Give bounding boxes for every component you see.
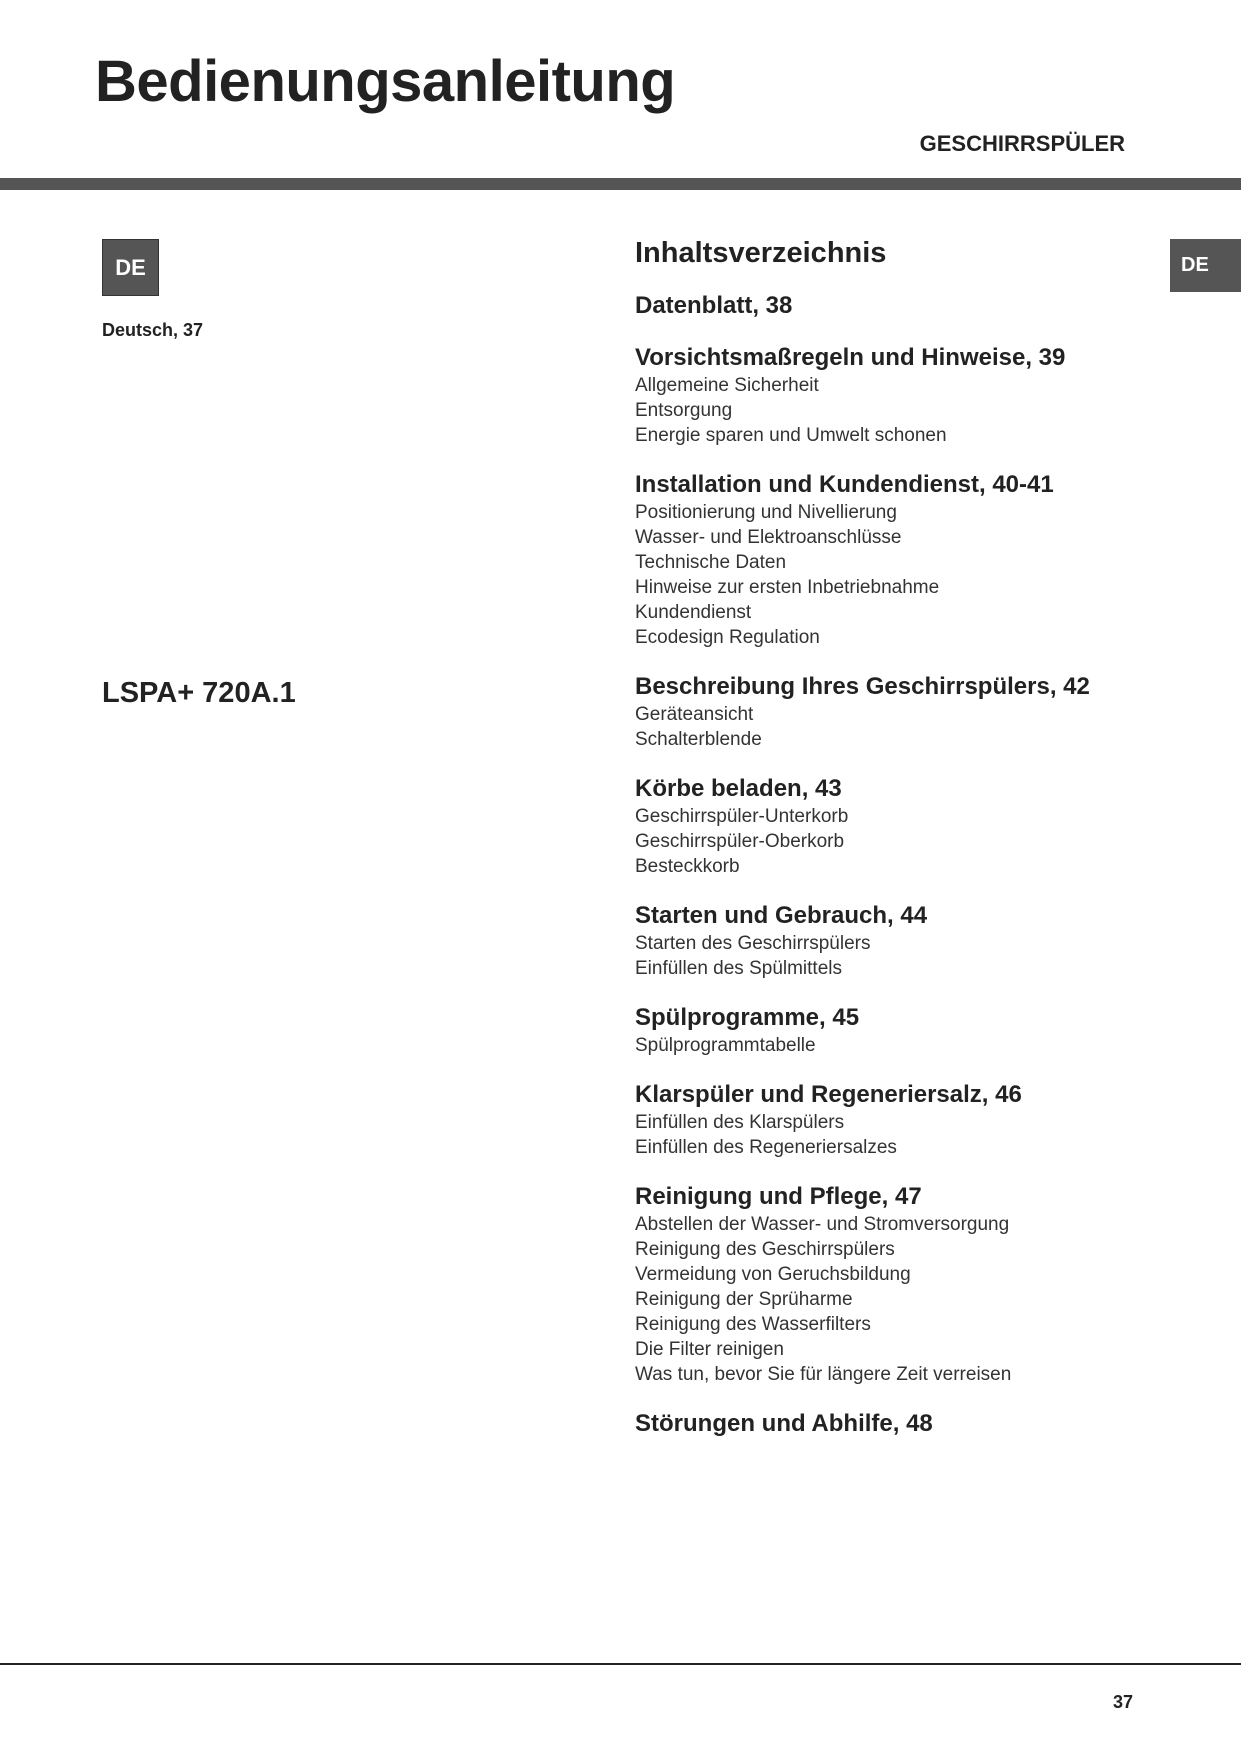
toc-section-title[interactable]: Datenblatt, 38 <box>635 292 793 319</box>
toc-subsection-item[interactable]: Besteckkorb <box>635 856 740 877</box>
toc-subsection-item[interactable]: Energie sparen und Umwelt schonen <box>635 425 947 446</box>
toc-subsection-item[interactable]: Kundendienst <box>635 602 752 623</box>
document-title: Bedienungsanleitung <box>95 49 676 114</box>
toc-subsection-item[interactable]: Positionierung und Nivellierung <box>635 502 897 523</box>
toc-subsection-item[interactable]: Reinigung der Sprüharme <box>635 1289 853 1310</box>
toc-subsection-item[interactable]: Was tun, bevor Sie für längere Zeit verreisen <box>635 1364 1012 1385</box>
toc-subsection-item[interactable]: Geschirrspüler-Unterkorb <box>635 806 849 827</box>
toc-section-title[interactable]: Spülprogramme, 45 <box>635 1004 860 1031</box>
toc-section-title[interactable]: Körbe beladen, 43 <box>635 775 842 802</box>
toc-section <box>635 1182 1155 1387</box>
toc-subsection-item[interactable]: Ecodesign Regulation <box>635 627 820 648</box>
toc-subsection-item[interactable]: Vermeidung von Geruchsbildung <box>635 1264 911 1285</box>
toc-subsection-item[interactable]: Entsorgung <box>635 400 733 421</box>
toc-subsection-item[interactable]: Hinweise zur ersten Inbetriebnahme <box>635 577 940 598</box>
toc-section <box>635 774 1155 879</box>
model-name: LSPA+ 720A.1 <box>102 677 296 709</box>
toc-subsection-item[interactable]: Starten des Geschirrspülers <box>635 933 871 954</box>
toc-section-title[interactable]: Störungen und Abhilfe, 48 <box>635 1410 933 1437</box>
toc-section <box>635 291 1155 321</box>
header-divider <box>0 178 1241 190</box>
toc-subsection-item[interactable]: Einfüllen des Spülmittels <box>635 958 842 979</box>
toc-subsection-item[interactable]: Abstellen der Wasser- und Stromversorgung <box>635 1214 1010 1235</box>
page-number: 37 <box>1112 1692 1133 1712</box>
language-side-tab: DE <box>1170 239 1241 292</box>
toc-subsection-item[interactable]: Einfüllen des Regeneriersalzes <box>635 1137 897 1158</box>
toc-subsection-item[interactable]: Geräteansicht <box>635 704 754 725</box>
toc-section <box>635 343 1155 448</box>
toc-section-title[interactable]: Starten und Gebrauch, 44 <box>635 902 928 929</box>
footer-divider <box>0 1663 1241 1665</box>
toc-section <box>635 1409 1155 1439</box>
toc-section-title[interactable]: Reinigung und Pflege, 47 <box>635 1183 922 1210</box>
product-type-label: GESCHIRRSPÜLER <box>919 131 1125 156</box>
toc-section <box>635 1003 1155 1058</box>
toc-subsection-item[interactable]: Geschirrspüler-Oberkorb <box>635 831 845 852</box>
toc-subsection-item[interactable]: Einfüllen des Klarspülers <box>635 1112 845 1133</box>
toc-section <box>635 901 1155 981</box>
toc-subsection-item[interactable]: Spülprogrammtabelle <box>635 1035 816 1056</box>
toc-section-title[interactable]: Klarspüler und Regeneriersalz, 46 <box>635 1081 1022 1108</box>
toc-subsection-item[interactable]: Reinigung des Wasserfilters <box>635 1314 871 1335</box>
toc-section-title[interactable]: Vorsichtsmaßregeln und Hinweise, 39 <box>635 344 1066 371</box>
toc-heading: Inhaltsverzeichnis <box>635 237 887 269</box>
toc-section <box>635 1080 1155 1160</box>
language-badge: DE <box>102 239 159 296</box>
toc-subsection-item[interactable]: Schalterblende <box>635 729 762 750</box>
toc-sections <box>635 291 1155 1439</box>
toc-section-title[interactable]: Installation und Kundendienst, 40-41 <box>635 471 1054 498</box>
toc-section-title[interactable]: Beschreibung Ihres Geschirrspülers, 42 <box>635 673 1090 700</box>
toc-subsection-item[interactable]: Wasser- und Elektroanschlüsse <box>635 527 902 548</box>
language-page-link[interactable]: Deutsch, 37 <box>102 320 204 340</box>
table-of-contents <box>635 235 1155 1461</box>
toc-subsection-item[interactable]: Die Filter reinigen <box>635 1339 784 1360</box>
toc-subsection-item[interactable]: Reinigung des Geschirrspülers <box>635 1239 895 1260</box>
toc-section <box>635 470 1155 650</box>
toc-subsection-item[interactable]: Allgemeine Sicherheit <box>635 375 819 396</box>
toc-subsection-item[interactable]: Technische Daten <box>635 552 787 573</box>
toc-section <box>635 672 1155 752</box>
